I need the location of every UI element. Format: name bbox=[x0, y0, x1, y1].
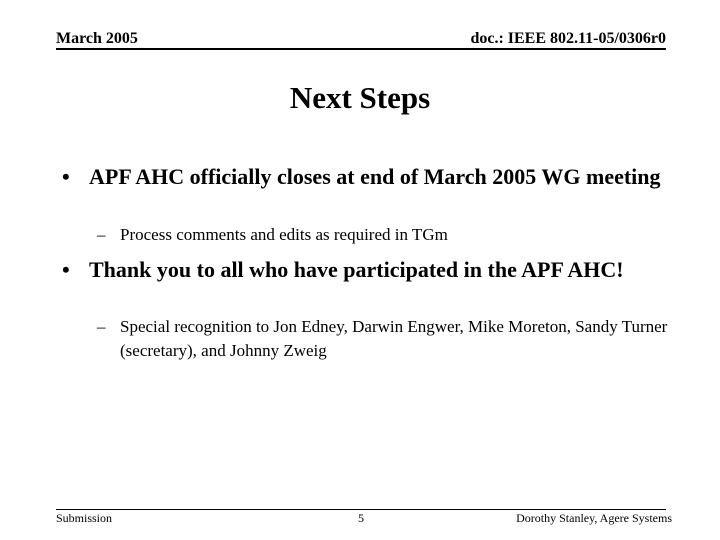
bullet-item bbox=[62, 255, 662, 284]
header-date: March 2005 bbox=[56, 30, 138, 47]
bullet-item bbox=[62, 162, 662, 191]
bullet-marker: • bbox=[62, 164, 70, 189]
header-document-id: doc.: IEEE 802.11-05/0306r0 bbox=[470, 30, 666, 47]
sub-bullet-marker: – bbox=[97, 225, 106, 244]
footer-author: Dorothy Stanley, Agere Systems bbox=[516, 511, 672, 525]
footer-page-number: 5 bbox=[358, 511, 364, 525]
header-divider bbox=[56, 48, 666, 50]
sub-bullet-text: Special recognition to Jon Edney, Darwin Engwer, Mike Moreton, Sandy Turner (secretary), and Johnny Zweig bbox=[120, 317, 668, 360]
bullet-text: APF AHC officially closes at end of March 2005 WG meeting bbox=[89, 164, 661, 189]
slide-title: Next Steps bbox=[289, 80, 431, 115]
sub-bullet-item bbox=[97, 223, 697, 247]
bullet-text: Thank you to all who have participated in the APF AHC! bbox=[89, 257, 624, 282]
sub-bullet-text: Process comments and edits as required in TGm bbox=[120, 225, 448, 244]
bullet-marker: • bbox=[62, 257, 70, 282]
footer-divider bbox=[56, 509, 666, 510]
sub-bullet-marker: – bbox=[97, 317, 106, 336]
footer-submission: Submission bbox=[56, 511, 113, 525]
sub-bullet-item bbox=[97, 315, 697, 363]
